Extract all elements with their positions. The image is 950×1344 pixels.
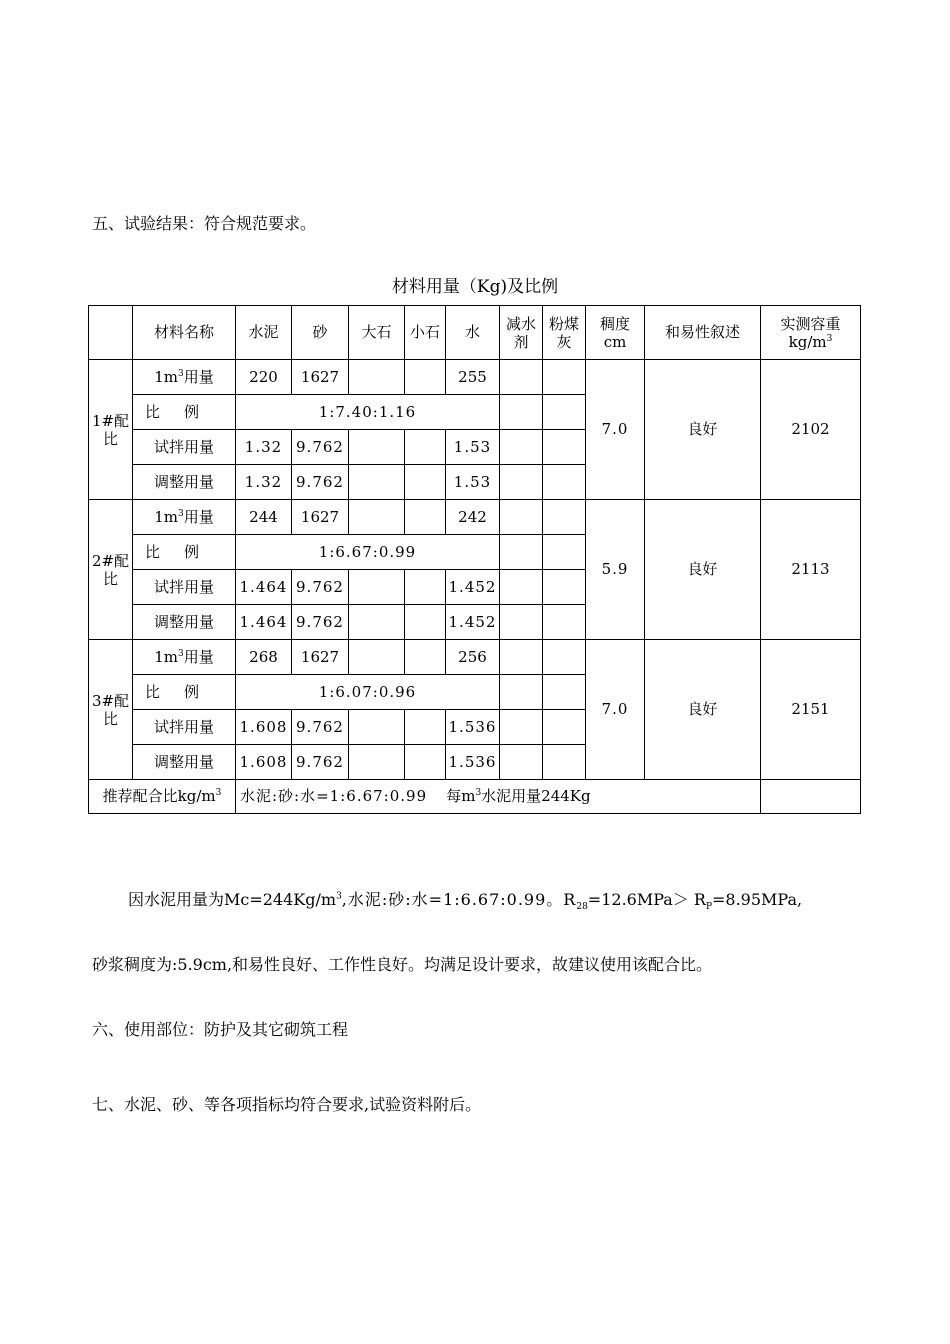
cell-sand: 9.762: [292, 745, 349, 780]
header-density: 实测容重 $kg/m^3$: [761, 306, 861, 360]
cell-flyash: [543, 710, 586, 745]
cell-cement: 1.608: [236, 745, 292, 780]
cell-flyash: [543, 465, 586, 500]
cell-reducer: [500, 360, 543, 395]
cell-flyash: [543, 535, 586, 570]
table-row: [89, 360, 861, 395]
cell-workability: 良好: [645, 640, 761, 780]
cell-flyash: [543, 500, 586, 535]
cell-small-stone: [405, 430, 446, 465]
cell-reducer: [500, 745, 543, 780]
cell-cement: 1.32: [236, 430, 292, 465]
recommend-value: 水泥:砂:水=1:6.67:0.99 每$m^3$水泥用量244Kg: [236, 780, 761, 814]
cell-workability: 良好: [645, 500, 761, 640]
row-label-trial: 试拌用量: [133, 430, 236, 465]
cell-big-stone: [349, 605, 405, 640]
group-name: 1#配 比: [89, 360, 133, 500]
header-material: 材料名称: [133, 306, 236, 360]
table-title: 材料用量（Kg)及比例: [391, 277, 559, 297]
cell-reducer: [500, 675, 543, 710]
conclusion-paragraph-2: 砂浆稠度为:5.9cm,和易性良好、工作性良好。均满足设计要求，故建议使用该配合比。: [92, 955, 713, 974]
cell-sand: 9.762: [292, 570, 349, 605]
cell-cement: 1.32: [236, 465, 292, 500]
row-label-trial: 试拌用量: [133, 570, 236, 605]
header-cement: 水泥: [236, 306, 292, 360]
cell-small-stone: [405, 640, 446, 675]
cell-reducer: [500, 640, 543, 675]
header-reducer: 减水 剂: [500, 306, 543, 360]
row-label-dosage: $1m^3$用量: [133, 640, 236, 675]
header-small-stone: 小石: [405, 306, 446, 360]
cell-cement: 268: [236, 640, 292, 675]
cell-workability: 良好: [645, 360, 761, 500]
cell-reducer: [500, 395, 543, 430]
cell-consistency: 7.0: [586, 640, 645, 780]
header-row: [89, 306, 861, 360]
cell-ratio: 1:7.40:1.16: [236, 395, 500, 430]
cell-flyash: [543, 570, 586, 605]
cell-water: 1.53: [446, 430, 500, 465]
cell-small-stone: [405, 570, 446, 605]
cell-water: 1.53: [446, 465, 500, 500]
header-consistency: 稠度 cm: [586, 306, 645, 360]
row-label-ratio: 比例: [133, 535, 236, 570]
cell-cement: 220: [236, 360, 292, 395]
header-flyash: 粉煤 灰: [543, 306, 586, 360]
cell-flyash: [543, 430, 586, 465]
cell-small-stone: [405, 710, 446, 745]
row-label-adjust: 调整用量: [133, 605, 236, 640]
recommend-empty: [761, 780, 861, 814]
header-big-stone: 大石: [349, 306, 405, 360]
cell-small-stone: [405, 465, 446, 500]
cell-reducer: [500, 570, 543, 605]
cell-big-stone: [349, 640, 405, 675]
cell-small-stone: [405, 360, 446, 395]
cell-cement: 1.464: [236, 570, 292, 605]
row-label-dosage: $1m^3$用量: [133, 360, 236, 395]
cell-density: 2113: [761, 500, 861, 640]
recommend-row: [89, 780, 861, 814]
section-7-materials: 七、水泥、砂、等各项指标均符合要求,试验资料附后。: [92, 1095, 482, 1114]
row-label-adjust: 调整用量: [133, 745, 236, 780]
cell-flyash: [543, 745, 586, 780]
section-5-result: 五、试验结果：符合规范要求。: [92, 214, 317, 233]
row-label-adjust: 调整用量: [133, 465, 236, 500]
cell-consistency: 7.0: [586, 360, 645, 500]
cell-cement: 1.608: [236, 710, 292, 745]
cell-flyash: [543, 640, 586, 675]
cell-water: 256: [446, 640, 500, 675]
cell-reducer: [500, 500, 543, 535]
row-label-ratio: 比例: [133, 395, 236, 430]
group-name: 3#配 比: [89, 640, 133, 780]
cell-reducer: [500, 465, 543, 500]
cell-flyash: [543, 360, 586, 395]
cell-reducer: [500, 605, 543, 640]
header-workability: 和易性叙述: [645, 306, 761, 360]
header-water: 水: [446, 306, 500, 360]
cell-cement: 244: [236, 500, 292, 535]
table-row: [89, 500, 861, 535]
row-label-dosage: $1m^3$用量: [133, 500, 236, 535]
cell-sand: 9.762: [292, 605, 349, 640]
table-row: [89, 640, 861, 675]
cell-reducer: [500, 535, 543, 570]
cell-ratio: 1:6.07:0.96: [236, 675, 500, 710]
header-sand: 砂: [292, 306, 349, 360]
row-label-ratio: 比例: [133, 675, 236, 710]
cell-water: 1.536: [446, 745, 500, 780]
cell-water: 1.452: [446, 570, 500, 605]
cell-big-stone: [349, 745, 405, 780]
cell-big-stone: [349, 360, 405, 395]
mix-ratio-table: [88, 305, 861, 814]
conclusion-paragraph-1: 因水泥用量为$Mc=244Kg/m^3$,水泥:砂:水=1:6.67:0.99。$R_{28}=12.6MPa> R_P=8.95MPa$,: [128, 890, 803, 913]
section-6-usage: 六、使用部位：防护及其它砌筑工程: [92, 1020, 349, 1039]
cell-big-stone: [349, 430, 405, 465]
cell-flyash: [543, 605, 586, 640]
cell-big-stone: [349, 465, 405, 500]
cell-sand: 1627: [292, 640, 349, 675]
recommend-label: 推荐配合比$kg/m^3$: [89, 780, 236, 814]
cell-big-stone: [349, 500, 405, 535]
cell-density: 2151: [761, 640, 861, 780]
cell-small-stone: [405, 745, 446, 780]
cell-water: 1.452: [446, 605, 500, 640]
cell-reducer: [500, 430, 543, 465]
cell-big-stone: [349, 570, 405, 605]
cell-small-stone: [405, 605, 446, 640]
cell-water: 242: [446, 500, 500, 535]
cell-sand: 9.762: [292, 710, 349, 745]
cell-sand: 9.762: [292, 465, 349, 500]
cell-small-stone: [405, 500, 446, 535]
cell-sand: 9.762: [292, 430, 349, 465]
cell-sand: 1627: [292, 360, 349, 395]
row-label-trial: 试拌用量: [133, 710, 236, 745]
cell-reducer: [500, 710, 543, 745]
header-corner: [89, 306, 133, 360]
group-name: 2#配 比: [89, 500, 133, 640]
cell-big-stone: [349, 710, 405, 745]
cell-consistency: 5.9: [586, 500, 645, 640]
cell-cement: 1.464: [236, 605, 292, 640]
cell-flyash: [543, 395, 586, 430]
cell-water: 255: [446, 360, 500, 395]
cell-density: 2102: [761, 360, 861, 500]
cell-flyash: [543, 675, 586, 710]
cell-sand: 1627: [292, 500, 349, 535]
cell-ratio: 1:6.67:0.99: [236, 535, 500, 570]
cell-water: 1.536: [446, 710, 500, 745]
